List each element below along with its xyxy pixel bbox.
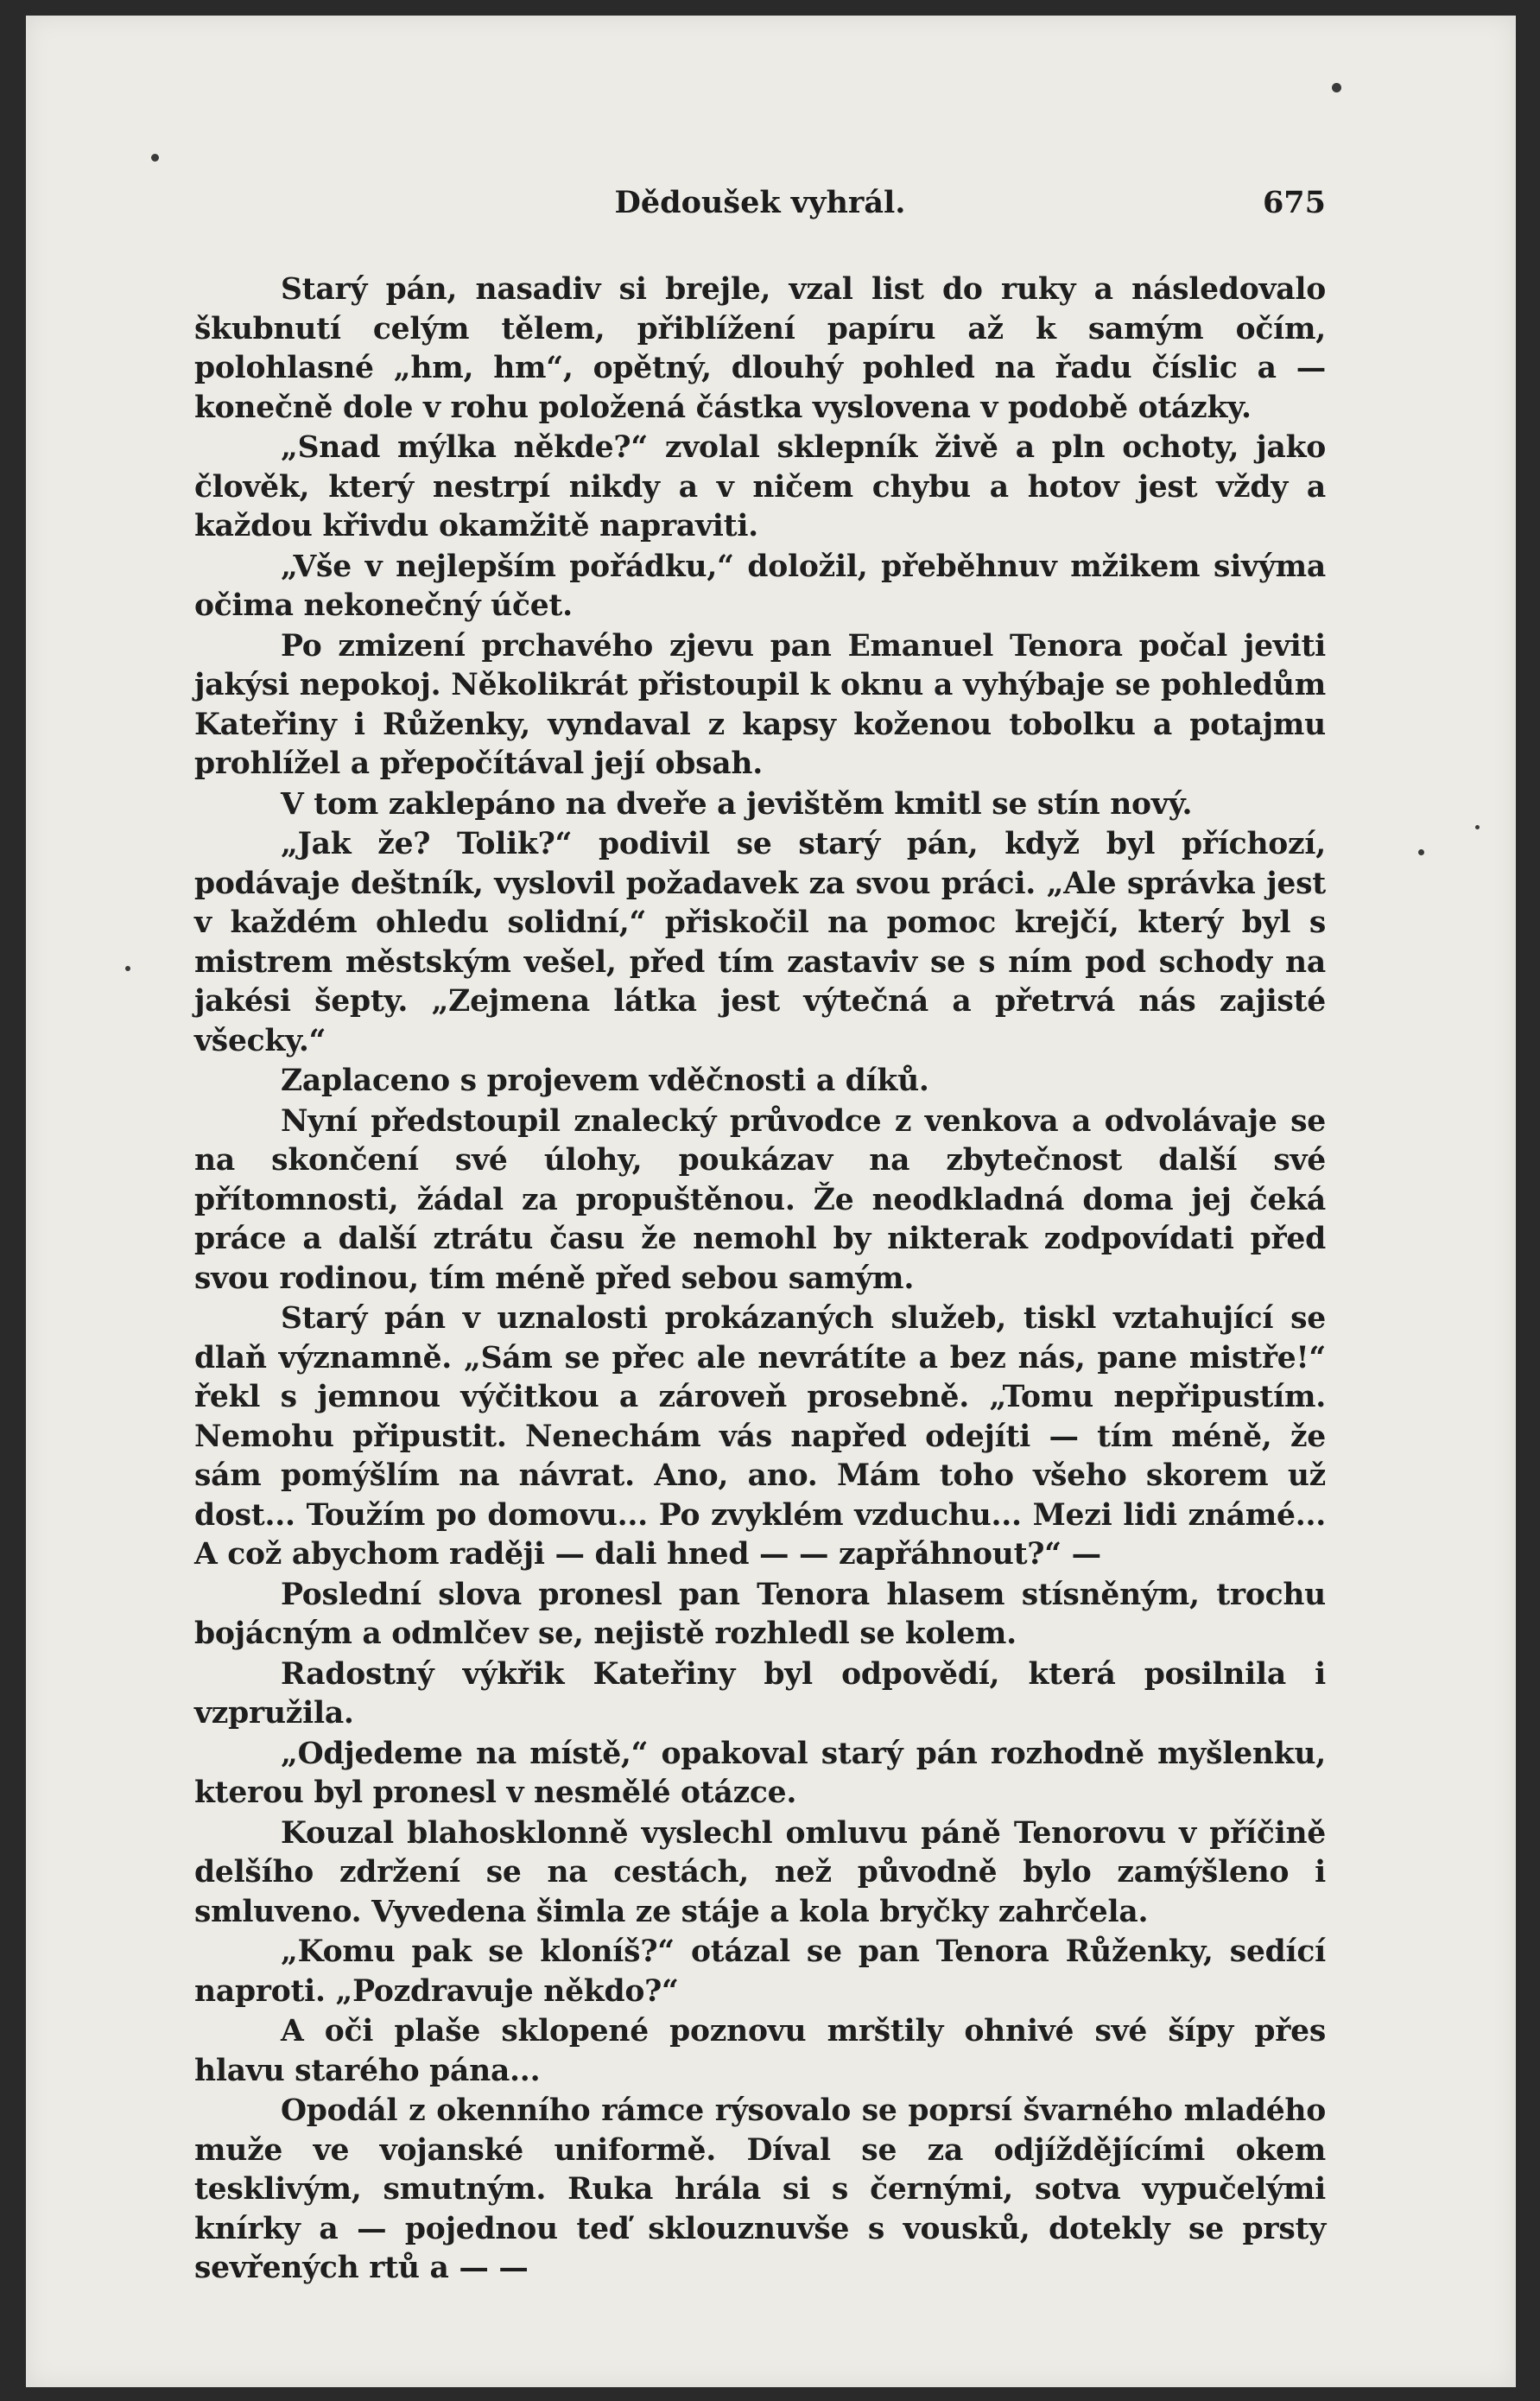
print-speck xyxy=(1475,825,1480,829)
book-page xyxy=(26,16,1516,2387)
paragraph: „Vše v nejlepším pořádku,“ doložil, přeběhnuv mžikem sivýma očima nekonečný účet. xyxy=(194,549,1326,623)
page-number: 675 xyxy=(1262,185,1326,220)
paragraph: „Odjedeme na místě,“ opakoval starý pán rozhodně myšlenku, kterou byl pronesl v nesmělé otázce. xyxy=(194,1736,1326,1810)
paragraph: Kouzal blahosklonně vyslechl omluvu páně Tenorovu v příčině delšího zdržení se na cestách, než původně bylo zamýšleno i smluveno. Vyvedena šimla ze stáje a kola bryčky zahrčela. xyxy=(194,1815,1326,1929)
paragraph: V tom zaklepáno na dveře a jevištěm kmitl se stín nový. xyxy=(281,786,1193,822)
paragraph: Opodál z okenního rámce rýsovalo se poprsí švarného mladého muže ve vojanské uniformě. Díval se za odjíždějícími okem tesklivým, smutným. Ruka hrála si s černými, sotva vypučelými knírky a — pojednou teď sklouznuvše s vousků, dotekly se prsty sevřených rtů a — — xyxy=(194,2093,1326,2285)
paragraph: „Snad mýlka někde?“ zvolal sklepník živě a pln ochoty, jako člověk, který nestrpí nikdy a v ničem chybu a hotov jest vždy a každou křivdu okamžitě napraviti. xyxy=(194,430,1326,543)
print-speck xyxy=(1332,83,1341,92)
running-title: Dědoušek vyhrál. xyxy=(614,185,906,220)
paragraph: Po zmizení prchavého zjevu pan Emanuel Tenora počal jeviti jakýsi nepokoj. Několikrát přistoupil k oknu a vyhýbaje se pohledům Kateřiny i Růženky, vyndaval z kapsy koženou tobolku a potajmu prohlížel a přepočítával její obsah. xyxy=(194,628,1326,781)
paragraph: Zaplaceno s projevem vděčnosti a díků. xyxy=(281,1064,929,1098)
body-text xyxy=(194,270,1326,2290)
page-header xyxy=(194,185,1326,228)
paragraph: Poslední slova pronesl pan Tenora hlasem stísněným, trochu bojácným a odmlčev se, nejistě rozhledl se kolem. xyxy=(194,1577,1326,1651)
paragraph: „Jak že? Tolik?“ podivil se starý pán, když byl příchozí, podávaje deštník, vyslovil požadavek za svou práci. „Ale správka jest v každém ohledu solidní,“ přiskočil na pomoc krejčí, který byl s mistrem městským vešel, před tím zastaviv se s ním pod schody na jakési šepty. „Zejmena látka jest výtečná a přetrvá nás zajisté všecky.“ xyxy=(194,827,1326,1058)
paragraph: Nyní předstoupil znalecký průvodce z venkova a odvolávaje se na skončení své úlohy, poukázav na zbytečnost další své přítomnosti, žádal za propuštěnou. Že neodkladná doma jej čeká práce a další ztrátu času že nemohl by nikterak zodpovídati před svou rodinou, tím méně před sebou samým. xyxy=(194,1103,1326,1296)
paragraph: A oči plaše sklopené poznovu mrštily ohnivé své šípy přes hlavu starého pána... xyxy=(194,2014,1326,2088)
paragraph: „Komu pak se kloníš?“ otázal se pan Tenora Růženky, sedící naproti. „Pozdravuje někdo?“ xyxy=(194,1934,1326,2009)
paragraph: Radostný výkřik Kateřiny byl odpovědí, která posilnila i vzpružila. xyxy=(194,1656,1326,1731)
print-speck xyxy=(151,154,159,162)
print-speck xyxy=(1418,849,1424,855)
paragraph: Starý pán, nasadiv si brejle, vzal list do ruky a následovalo škubnutí celým tělem, přiblížení papíru až k samým očím, polohlasné „hm, hm“, opětný, dlouhý pohled na řadu číslic a — konečně dole v rohu položená částka vyslovena v podobě otázky. xyxy=(194,272,1326,425)
print-speck xyxy=(125,966,130,971)
paragraph: Starý pán v uznalosti prokázaných služeb, tiskl vztahující se dlaň významně. „Sám se přec ale nevrátíte a bez nás, pane mistře!“ řekl s jemnou výčitkou a zároveň prosebně. „Tomu nepřipustím. Nemohu připustit. Nenechám vás napřed odejíti — tím méně, že sám pomýšlím na návrat. Ano, ano. Mám toho všeho skorem už dost... Toužím po domovu... Po zvyklém vzduchu... Mezi lidi známé... A což abychom raději — dali hned — — zapřáhnout?“ — xyxy=(194,1301,1326,1572)
